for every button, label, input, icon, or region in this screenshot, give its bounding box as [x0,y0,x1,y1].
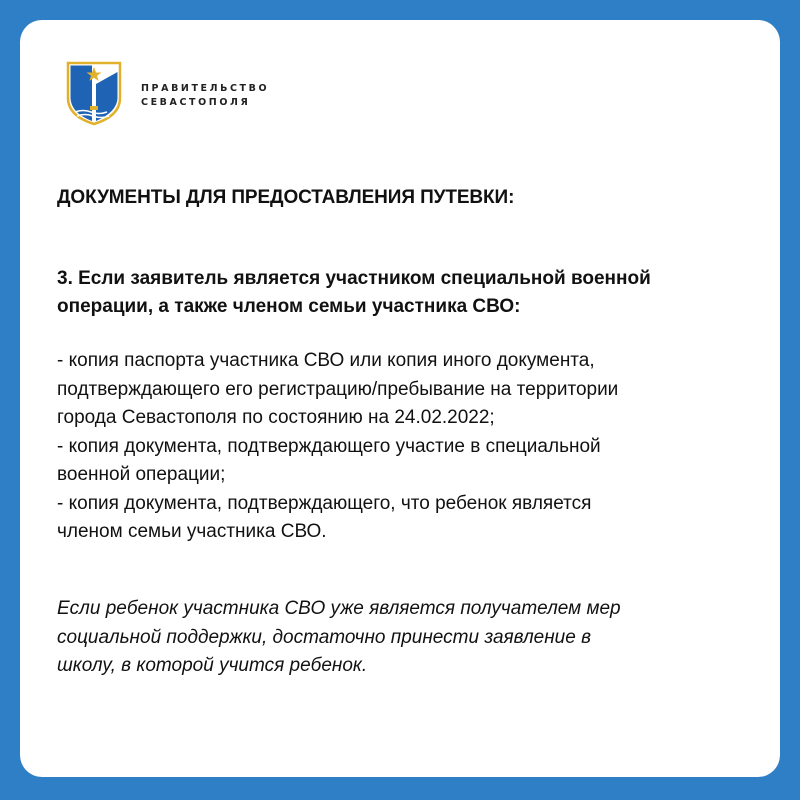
item-title [57,265,757,321]
item-title-line: 3. Если заявитель является участником специальной военной [57,268,651,289]
list-line: города Севастополя по состоянию на 24.02.2022; [57,407,495,428]
government-name [141,82,269,110]
list-line: подтверждающего его регистрацию/пребывание на территории [57,378,619,400]
note-line: школу, в которой учится ребенок. [57,655,368,676]
documents-list [57,347,767,547]
page-title: ДОКУМЕНТЫ ДЛЯ ПРЕДОСТАВЛЕНИЯ ПУТЕВКИ: [57,187,515,208]
government-name-line1: ПРАВИТЕЛЬСТВО [141,83,270,94]
item-title-line: операции, а также членом семьи участника СВО: [57,296,521,317]
list-line: - копия документа, подтверждающего участие в специальной [57,435,601,457]
note-line: Если ребенок участника СВО уже является получателем мер [57,598,621,619]
government-logo [65,60,270,130]
sevastopol-coat-of-arms-icon [65,60,123,126]
government-name-line2: СЕВАСТОПОЛЯ [141,97,251,108]
list-line: военной операции; [57,464,226,485]
note-line: социальной поддержки, достаточно принести заявление в [57,626,592,648]
list-line: - копия документа, подтверждающего, что ребенок является [57,492,592,514]
list-line: членом семьи участника СВО. [57,521,327,542]
list-line: - копия паспорта участника СВО или копия иного документа, [57,350,595,371]
note-paragraph [57,595,757,681]
info-card [20,20,780,777]
